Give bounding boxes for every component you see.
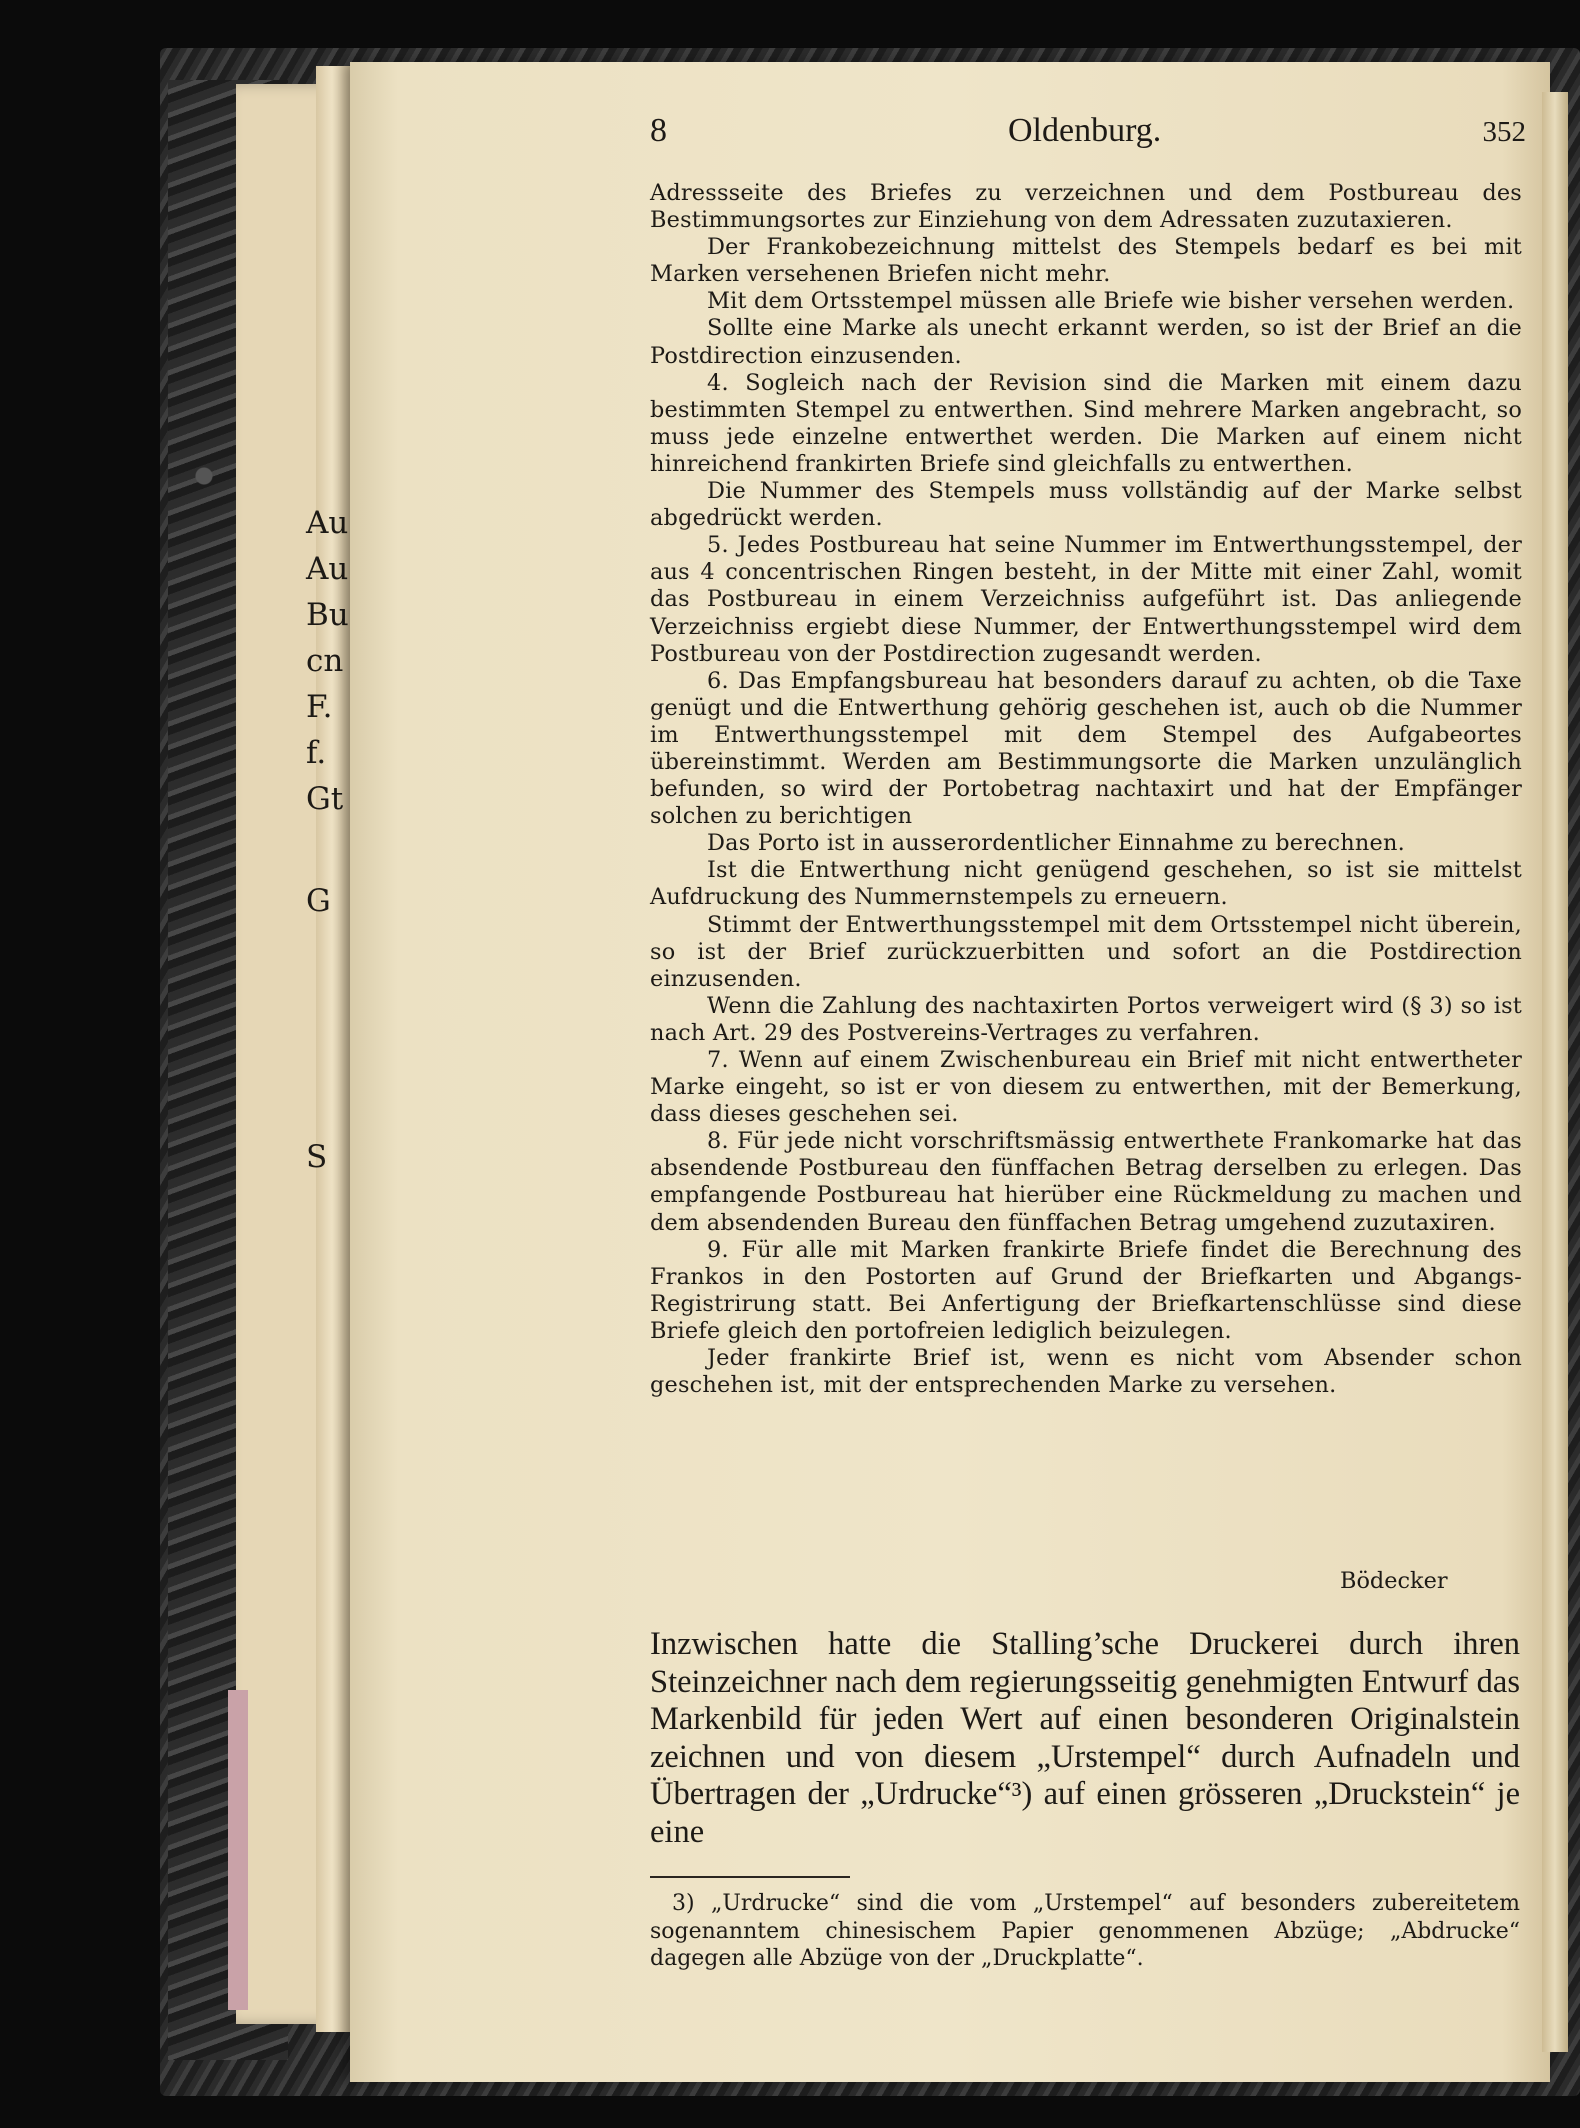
previous-page-fragment: cn [306, 643, 344, 679]
paragraph: 8. Für jede nicht vorschriftsmässig entwerthete Frankomarke hat das absendende Postbureau den fünffachen Betrag derselben zu erlegen. Das empfangende Postbureau hat hierüber eine Rückmeldung zu machen und dem absendenden Bureau den fünffachen Betrag umgehend zuzutaxiren. [650, 1128, 1522, 1236]
paragraph: 7. Wenn auf einem Zwischenbureau ein Brief mit nicht entwertheter Marke eingeht, so ist er von diesem zu entwerthen, mit der Bemerkung, dass dieses geschehen sei. [650, 1047, 1522, 1128]
page-fore-edge [1542, 92, 1568, 2052]
paragraph: Ist die Entwerthung nicht genügend geschehen, so ist sie mittelst Aufdruckung des Nummernstempels zu erneuern. [650, 857, 1522, 911]
paragraph: 6. Das Empfangsbureau hat besonders darauf zu achten, ob die Taxe genügt und die Entwerthung gehörig geschehen ist, auch ob die Nummer im Entwerthungsstempel mit dem Stempel des Aufgabeortes übereinstimmt. Werden am Bestimmungsorte die Marken unzulänglich befunden, so wird der Portobetrag nachtaxirt und hat der Empfänger solchen zu berichtigen [650, 667, 1522, 830]
previous-page-fragment: F. [306, 689, 333, 725]
paragraph: Das Porto ist in ausserordentlicher Einnahme zu berechnen. [707, 830, 1405, 857]
regulation-text [650, 180, 1522, 1399]
running-header [650, 112, 1526, 158]
header-title: Oldenburg. [1008, 112, 1162, 149]
previous-page-fragment: Gt [306, 781, 344, 817]
paragraph: 4. Sogleich nach der Revision sind die Marken mit einem dazu bestimmten Stempel zu entwerthen. Sind mehrere Marken angebracht, so muss jede einzelne entwerthet werden. Die Marken auf einem nicht hinreichend frankirten Briefe sind gleichfalls zu entwerthen. [650, 369, 1522, 477]
paragraph: Sollte eine Marke als unecht erkannt werden, so ist der Brief an die Postdirection einzusenden. [650, 315, 1522, 369]
paragraph: Jeder frankirte Brief ist, wenn es nicht vom Absender schon geschehen ist, mit der entsprechenden Marke zu versehen. [650, 1345, 1522, 1399]
footnote [650, 1890, 1520, 1973]
paragraph: Die Nummer des Stempels muss vollständig auf der Marke selbst abgedrückt werden. [650, 478, 1522, 532]
page-number-left: 8 [650, 112, 667, 149]
paragraph: Wenn die Zahlung des nachtaxirten Portos verweigert wird (§ 3) so ist nach Art. 29 des Postvereins-Vertrages zu verfahren. [650, 992, 1522, 1046]
previous-page-fragment: Au [306, 505, 349, 541]
paragraph: Adressseite des Briefes zu verzeichnen und dem Postbureau des Bestimmungsortes zur Einziehung von dem Adressaten zuzutaxieren. [650, 180, 1522, 234]
paragraph: 5. Jedes Postbureau hat seine Nummer im Entwerthungsstempel, der aus 4 concentrischen Ringen besteht, in der Mitte mit einer Zahl, womit das Postbureau in einem Verzeichniss aufgeführt ist. Das anliegende Verzeichniss ergiebt diese Nummer, der Entwerthungsstempel wird dem Postbureau von der Postdirection zugesandt werden. [650, 532, 1522, 667]
previous-page-text [306, 500, 349, 1180]
previous-page-fragment: S [306, 1139, 328, 1175]
previous-page-fragment: f. [306, 735, 327, 771]
main-text [650, 1626, 1520, 1851]
paragraph: Der Frankobezeichnung mittelst des Stempels bedarf es bei mit Marken versehenen Briefen nicht mehr. [650, 234, 1522, 288]
footnote-text: 3) „Urdrucke“ sind die vom „Urstempel“ auf besonders zubereitetem sogenanntem chinesischem Papier genommenen Abzüge; „Abdrucke“ dagegen alle Abzüge von der „Druckplatte“. [650, 1891, 1520, 1971]
signature: Bödecker [1340, 1568, 1448, 1594]
previous-page-fragment: G [306, 883, 331, 919]
paragraph: 9. Für alle mit Marken frankirte Briefe findet die Berechnung des Frankos in den Postorten auf Grund der Briefkarten und Abgangs-Registrirung statt. Bei Anfertigung der Briefkartenschlüsse sind diese Briefe gleich den portofreien lediglich beizulegen. [650, 1236, 1522, 1344]
paragraph: Mit dem Ortsstempel müssen alle Briefe wie bisher versehen werden. [707, 288, 1515, 315]
paragraph: Stimmt der Entwerthungsstempel mit dem Ortsstempel nicht überein, so ist der Brief zurückzuerbitten und sofort an die Postdirection einzusenden. [650, 911, 1522, 992]
footnote-divider [650, 1876, 850, 1878]
page-edge-marker [228, 1690, 248, 2010]
previous-page-fragment: Au [306, 551, 349, 587]
main-paragraph: Inzwischen hatte die Stalling’sche Druckerei durch ihren Steinzeichner nach dem regierungsseitig genehmigten Entwurf das Markenbild für jeden Wert auf einen besonderen Originalstein zeichnen und von diesem „Urstempel“ durch Aufnadeln und Übertragen der „Urdrucke“³) auf einen grösseren „Druckstein“ je eine [650, 1626, 1520, 1850]
previous-page-fragment: Bu [306, 597, 349, 633]
page-number-right: 352 [1482, 116, 1526, 148]
